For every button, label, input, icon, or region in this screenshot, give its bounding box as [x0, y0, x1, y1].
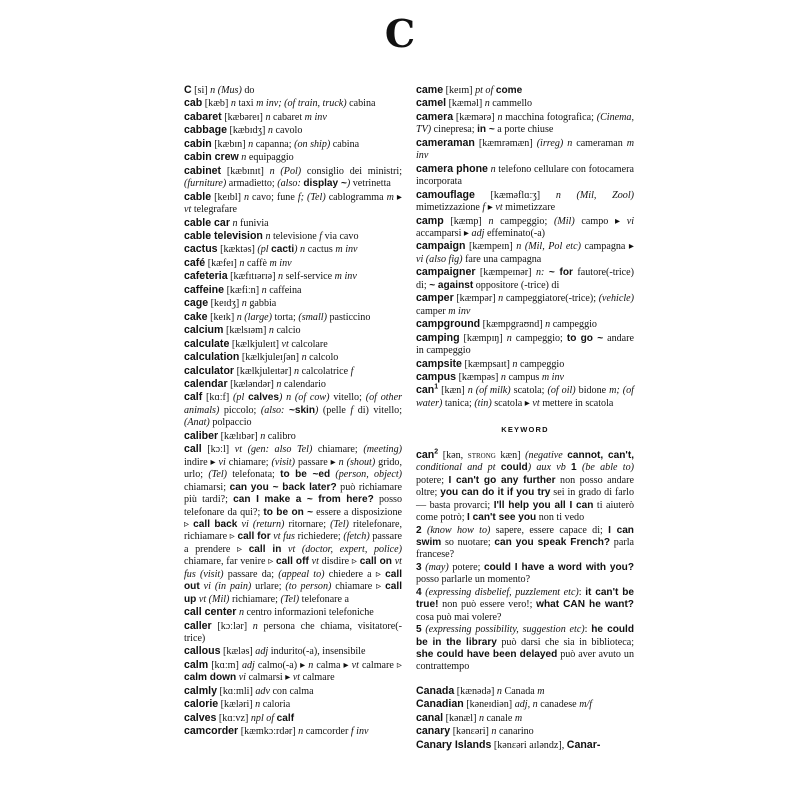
dictionary-entry: calm [kɑːm] adj calmo(-a) ▸ n calma ▸ vt calmare ▹ calm down vi calmarsi ▸ vt calmare [184, 658, 402, 684]
dictionary-entry: calorie [kæləri] n caloria [184, 698, 291, 711]
dictionary-entry: calmly [kɑːmli] adv con calma [184, 684, 314, 697]
dictionary-entry: caliber [kælɪbər] n calibro [184, 429, 296, 442]
dictionary-entry: cage [keɪdʒ] n gabbia [184, 297, 277, 310]
dictionary-entry: cabbage [kæbɪdʒ] n cavolo [184, 124, 303, 137]
dictionary-entry: camp [kæmp] n campeggio; (Mil) campo ▸ vi accamparsi ▸ adj effeminato(-a) [416, 214, 635, 239]
dictionary-entry: camping [kæmpɪŋ] n campeggio; to go ~ andare in campeggio [416, 331, 635, 357]
dictionary-entry: C [si] n (Mus) do [184, 84, 255, 96]
dictionary-entry: calves [kɑːvz] npl of calf [184, 711, 295, 724]
dictionary-entry: campground [kæmpgraʊnd] n campeggio [416, 318, 597, 331]
dictionary-entry: calendar [kæləndər] n calendario [184, 377, 326, 390]
dictionary-entry: callous [kæləs] adj indurito(-a), insensibile [184, 645, 366, 658]
dictionary-entry: caffeine [kæfiːn] n caffeina [184, 283, 302, 296]
right-column [416, 84, 634, 752]
dictionary-entry: calculate [kælkjuleɪt] vt calcolare [184, 337, 328, 350]
dictionary-entry: cable television n televisione f via cavo [184, 229, 359, 242]
dictionary-entry: camouflage [kæməflɑːʒ] n (Mil, Zool) mimetizzazione f ▸ vt mimetizzare [416, 188, 635, 214]
dictionary-entry: camera phone n telefono cellulare con fotocamera incorporata [416, 162, 634, 188]
dictionary-entry: cabin crew n equipaggio [184, 151, 294, 164]
left-column [184, 84, 402, 739]
can2-sense: 5 (expressing possibility, suggestion etc): he could be in the library può darsi che sia in biblioteca; she could have been delayed può aver avuto un contrattempo [416, 624, 635, 673]
dictionary-entry: cabaret [kæbəreɪ] n cabaret m inv [184, 110, 327, 123]
section-letter: C [384, 11, 416, 56]
dictionary-entry: Canada [kænədə] n Canada m [416, 684, 545, 697]
dictionary-entry: cable car n funivia [184, 216, 269, 229]
dictionary-entry: campaign [kæmpeɪn] n (Mil, Pol etc) campagna ▸ vi (also fig) fare una campagna [416, 240, 634, 265]
dictionary-entry: canal [kənæl] n canale m [416, 711, 523, 724]
dictionary-entry: caller [kɔːlər] n persona che chiama, visitatore(-trice) [184, 619, 402, 645]
keyword-label: KEYWORD [501, 425, 549, 435]
dictionary-entry: cable [keɪbl] n cavo; fune f; (Tel) cablogramma m ▸ vt telegrafare [184, 190, 403, 216]
dictionary-entry: camel [kæməl] n cammello [416, 97, 533, 110]
dictionary-entry: call center n centro informazioni telefoniche [184, 606, 374, 619]
dictionary-entry: calf [kɑːf] (pl calves) n (of cow) vitello; (of other animals) piccolo; (also: ~skin) (pelle f di) vitello; (Anat) polpaccio [184, 391, 403, 429]
dictionary-entry: came [keɪm] pt of come [416, 84, 523, 96]
dictionary-entry: camcorder [kæmkɔːrdər] n camcorder f inv [184, 725, 369, 738]
can2-sense: 3 (may) potere; could I have a word with you? posso parlarle un momento? [416, 561, 634, 586]
can2-sense: 4 (expressing disbelief, puzzlement etc): it can't be true! non può essere vero!; what CAN he want? cosa può mai volere? [416, 586, 634, 623]
dictionary-entry: campaigner [kæmpeɪnər] n: ~ for fautore(-trice) di; ~ against oppositore (-trice) di [416, 266, 635, 291]
dictionary-entry: Canary Islands [kənɛəri aɪləndz], Canar- [416, 738, 601, 751]
dictionary-entry: camera [kæmərə] n macchina fotografica; (Cinema, TV) cinepresa; in ~ a porte chiuse [416, 110, 634, 136]
dictionary-entry: calculation [kælkjuleɪʃən] n calcolo [184, 351, 339, 364]
dictionary-entry: campsite [kæmpsaɪt] n campeggio [416, 357, 565, 370]
entry-can2: can$^2$ [kən, strong kæn] (negative cannot, can't, conditional and pt could) aux vb 1 (be able to) potere; I can't go any further non posso andare oltre; you can do it if you try sei in grado di farlo — basta provarci; I'll help you all I can ti aiuterò come potrò; I can't see you non ti vedo [416, 448, 635, 524]
dictionary-entry: call [kɔːl] vt (gen: also Tel) chiamare; (meeting) indire ▸ vi chiamare; (visit) passare ▸ n (shout) grido, urlo; (Tel) telefonata; to be ~ed (person, object) chiamarsi; can you ~ back later? può richiamare più tardi?; can I make a ~ from here? posso telefonare da qui?; to be on ~ essere a disposizione ▹ call back vi (return) ritornare; (Tel) ritelefonare, richiamare ▹ call for vt fus richiedere; (fetch) passare a prendere ▹ call in vt (doctor, expert, police) chiamare, far venire ▹ call off vt disdire ▹ call on vt fus (visit) passare da; (appeal to) chiedere a ▹ call out vi (in pain) urlare; (to person) chiamare ▹ call up vt (Mil) richiamare; (Tel) telefonare a [184, 443, 403, 605]
right-entries-top [416, 84, 634, 410]
dictionary-entry: calcium [kælsɪəm] n calcio [184, 324, 301, 337]
dictionary-entry: campus [kæmpəs] n campus m inv [416, 370, 564, 383]
dictionary-entry: camper [kæmpər] n campeggiatore(-trice); (vehicle) camper m inv [416, 292, 634, 317]
dictionary-entry: cameraman [kæmrəmæn] (irreg) n cameraman m inv [416, 136, 635, 162]
dictionary-entry: cab [kæb] n taxi m inv; (of train, truck) cabina [184, 97, 376, 110]
dictionary-entry: Canadian [kəneɪdiən] adj, n canadese m/f [416, 698, 593, 711]
dictionary-entry: canary [kənɛəri] n canarino [416, 725, 534, 738]
dictionary-entry: cafeteria [kæfɪtɪərɪə] n self-service m inv [184, 270, 357, 283]
dictionary-entry: café [kæfeɪ] n caffè m inv [184, 256, 292, 269]
dictionary-entry: can$^1$ [kæn] n (of milk) scatola; (of oil) bidone m; (of water) tanica; (tin) scatola ▸ vt mettere in scatola [416, 383, 634, 409]
dictionary-entry: cabinet [kæbɪnɪt] n (Pol) consiglio dei ministri; (furniture) armadietto; (also: display ~) vetrinetta [184, 164, 402, 190]
can2-sense: 2 (know how to) sapere, essere capace di; I can swim so nuotare; can you speak French? parla francese? [416, 524, 634, 561]
dictionary-entry: cake [keɪk] n (large) torta; (small) pasticcino [184, 310, 371, 323]
right-entries-bottom [416, 685, 634, 752]
dictionary-entry: calculator [kælkjuleɪtər] n calcolatrice f [184, 364, 354, 377]
dictionary-entry: cabin [kæbɪn] n capanna; (on ship) cabina [184, 137, 360, 150]
dictionary-entry: cactus [kæktəs] (pl cacti) n cactus m inv [184, 243, 358, 256]
can2-senses [416, 525, 634, 674]
